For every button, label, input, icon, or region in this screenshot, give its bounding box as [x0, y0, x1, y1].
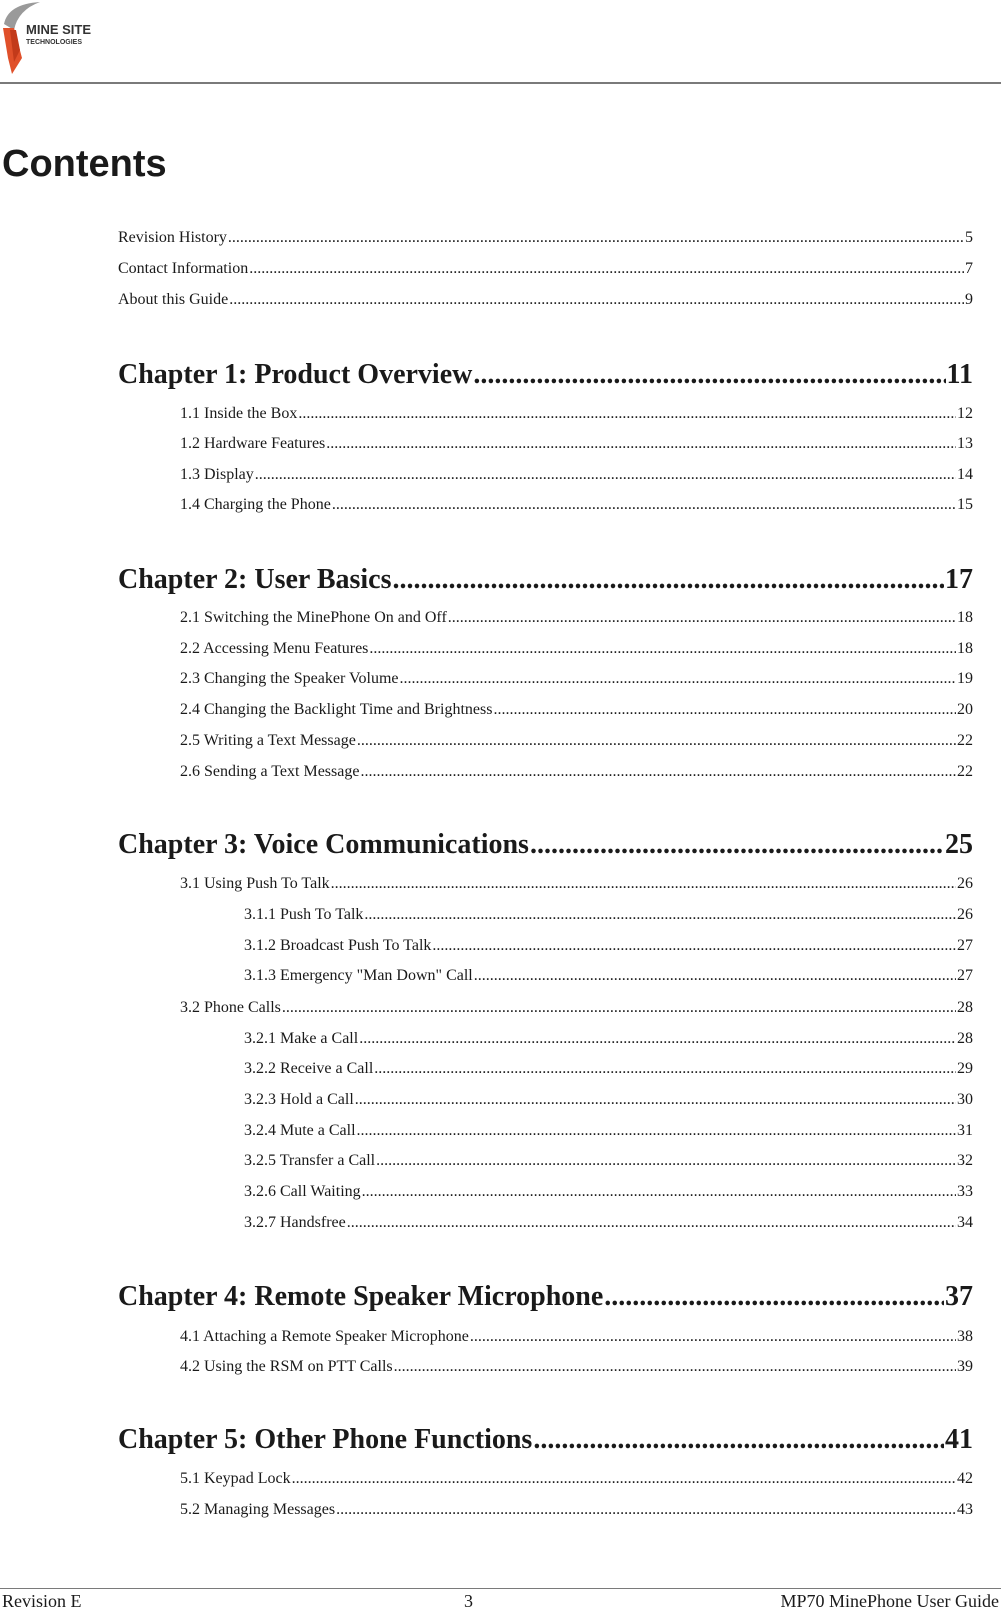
toc-leader-dots [364, 905, 956, 925]
toc-entry-page: 31 [957, 1122, 973, 1139]
toc-leader-dots [249, 259, 964, 279]
toc-entry[interactable] [244, 1029, 973, 1049]
toc-entry[interactable] [244, 1059, 973, 1079]
toc-entry-title: About this Guide [118, 291, 229, 308]
toc-entry-title: 5.1 Keypad Lock [180, 1470, 291, 1487]
toc-entry-page: 13 [957, 435, 973, 452]
toc-entry-page: 12 [957, 405, 973, 422]
toc-entry-title: 3.2.1 Make a Call [244, 1030, 359, 1047]
toc-entry-title: 2.4 Changing the Backlight Time and Brightness [180, 701, 493, 718]
toc-entry-title: 4.1 Attaching a Remote Speaker Microphone [180, 1328, 469, 1345]
toc-leader-dots [255, 465, 956, 485]
toc-entry-title: 3.2.5 Transfer a Call [244, 1152, 376, 1169]
toc-entry-title: Revision History [118, 229, 227, 246]
toc-entry-title: Chapter 2: User Basics [118, 564, 392, 595]
toc-entry-page: 17 [945, 564, 973, 595]
toc-leader-dots [347, 1213, 956, 1233]
toc-leader-dots [362, 1182, 956, 1202]
toc-entry[interactable] [180, 1357, 973, 1377]
toc-entry-title: Chapter 1: Product Overview [118, 359, 473, 390]
toc-entry-page: 14 [957, 466, 973, 483]
toc-entry-page: 39 [957, 1358, 973, 1375]
toc-entry-page: 15 [957, 496, 973, 513]
toc-entry-title: 2.3 Changing the Speaker Volume [180, 670, 399, 687]
toc-entry-title: 3.2.7 Handsfree [244, 1214, 346, 1231]
toc-leader-dots [336, 1500, 956, 1520]
toc-entry-title: 2.5 Writing a Text Message [180, 732, 356, 749]
toc-entry[interactable] [180, 639, 973, 659]
toc-entry-page: 37 [945, 1281, 973, 1312]
toc-leader-dots [473, 358, 945, 392]
toc-entry-page: 25 [945, 829, 973, 860]
toc-entry-title: 3.2.2 Receive a Call [244, 1060, 374, 1077]
toc-entry-page: 9 [965, 291, 973, 308]
toc-leader-dots [470, 1327, 956, 1347]
toc-entry-title: 3.1.1 Push To Talk [244, 906, 364, 923]
toc-entry[interactable] [180, 608, 973, 628]
toc-entry[interactable] [244, 1151, 973, 1171]
toc-entry-page: 26 [957, 875, 973, 892]
toc-chapter-entry[interactable] [118, 828, 973, 862]
toc-entry-title: 2.6 Sending a Text Message [180, 763, 360, 780]
toc-leader-dots [228, 228, 964, 248]
header-divider [0, 82, 1001, 84]
toc-leader-dots [376, 1151, 956, 1171]
toc-entry[interactable] [180, 1500, 973, 1520]
toc-entry[interactable] [180, 700, 973, 720]
toc-entry-page: 33 [957, 1183, 973, 1200]
toc-entry-page: 22 [957, 732, 973, 749]
footer-revision: Revision E [2, 1591, 82, 1611]
toc-leader-dots [448, 608, 956, 628]
toc-entry-page: 18 [957, 640, 973, 657]
toc-entry-title: 3.2.6 Call Waiting [244, 1183, 361, 1200]
toc-entry[interactable] [118, 228, 973, 248]
toc-entry-page: 19 [957, 670, 973, 687]
toc-leader-dots [533, 1423, 944, 1457]
toc-entry-page: 32 [957, 1152, 973, 1169]
toc-entry-title: Contact Information [118, 260, 249, 277]
logo-text-line1: MINE SITE [26, 22, 92, 37]
toc-entry-title: Chapter 4: Remote Speaker Microphone [118, 1281, 604, 1312]
toc-entry-page: 7 [965, 260, 973, 277]
toc-entry[interactable] [180, 731, 973, 751]
toc-entry-page: 27 [957, 937, 973, 954]
toc-entry-page: 34 [957, 1214, 973, 1231]
toc-leader-dots [400, 669, 957, 689]
toc-leader-dots [359, 1029, 956, 1049]
toc-leader-dots [530, 828, 944, 862]
toc-entry[interactable] [180, 1327, 973, 1347]
toc-entry-page: 42 [957, 1470, 973, 1487]
toc-leader-dots [331, 874, 956, 894]
toc-entry-page: 5 [965, 229, 973, 246]
footer-page-number: 3 [464, 1591, 473, 1611]
toc-entry-title: 2.1 Switching the MinePhone On and Off [180, 609, 447, 626]
toc-entry[interactable] [180, 465, 973, 485]
toc-leader-dots [474, 966, 956, 986]
toc-entry-page: 29 [957, 1060, 973, 1077]
toc-leader-dots [604, 1280, 944, 1314]
toc-entry[interactable] [180, 404, 973, 424]
toc-leader-dots [298, 404, 956, 424]
toc-entry[interactable] [118, 259, 973, 279]
toc-entry[interactable] [180, 495, 973, 515]
toc-entry[interactable] [180, 1469, 973, 1489]
toc-leader-dots [432, 936, 956, 956]
toc-entry-page: 26 [957, 906, 973, 923]
toc-entry-title: 1.3 Display [180, 466, 254, 483]
toc-entry-page: 30 [957, 1091, 973, 1108]
toc-leader-dots [229, 290, 964, 310]
toc-entry-page: 43 [957, 1501, 973, 1518]
toc-leader-dots [332, 495, 956, 515]
logo-text-line2: TECHNOLOGIES [26, 39, 83, 46]
toc-entry-page: 18 [957, 609, 973, 626]
toc-entry[interactable] [244, 966, 973, 986]
toc-leader-dots [355, 1090, 956, 1110]
toc-entry-page: 27 [957, 967, 973, 984]
toc-entry-page: 28 [957, 999, 973, 1016]
toc-entry-title: Chapter 5: Other Phone Functions [118, 1424, 533, 1455]
toc-entry-title: 3.2.4 Mute a Call [244, 1122, 356, 1139]
toc-entry[interactable] [244, 936, 973, 956]
toc-chapter-entry[interactable] [118, 1280, 973, 1314]
toc-chapter-entry[interactable] [118, 1423, 973, 1457]
toc-entry[interactable] [244, 1090, 973, 1110]
toc-leader-dots [282, 998, 956, 1018]
toc-leader-dots [292, 1469, 956, 1489]
toc-entry[interactable] [180, 762, 973, 782]
toc-entry[interactable] [244, 1182, 973, 1202]
toc-leader-dots [357, 1121, 956, 1141]
page-title: Contents [2, 143, 167, 185]
toc-entry-title: 3.1 Using Push To Talk [180, 875, 330, 892]
toc-entry[interactable] [244, 905, 973, 925]
toc-leader-dots [393, 563, 944, 597]
toc-entry-title: Chapter 3: Voice Communications [118, 829, 529, 860]
toc-entry-page: 28 [957, 1030, 973, 1047]
toc-entry-title: 3.2.3 Hold a Call [244, 1091, 354, 1108]
toc-entry-page: 38 [957, 1328, 973, 1345]
toc-entry-page: 22 [957, 763, 973, 780]
toc-leader-dots [394, 1357, 956, 1377]
footer-document-title: MP70 MinePhone User Guide [780, 1591, 999, 1611]
toc-chapter-entry[interactable] [118, 563, 973, 597]
mine-site-technologies-logo [0, 0, 100, 78]
toc-entry[interactable] [244, 1213, 973, 1233]
toc-leader-dots [374, 1059, 956, 1079]
footer-divider [0, 1588, 1001, 1589]
toc-leader-dots [326, 434, 956, 454]
toc-chapter-entry[interactable] [118, 358, 973, 392]
toc-entry-page: 41 [945, 1424, 973, 1455]
toc-entry-title: 1.2 Hardware Features [180, 435, 326, 452]
toc-entry-title: 3.1.3 Emergency "Man Down" Call [244, 967, 473, 984]
toc-entry-title: 2.2 Accessing Menu Features [180, 640, 369, 657]
toc-entry-page: 11 [946, 359, 973, 390]
toc-leader-dots [369, 639, 956, 659]
toc-leader-dots [493, 700, 956, 720]
toc-entry[interactable] [180, 669, 973, 689]
toc-entry[interactable] [180, 434, 973, 454]
toc-entry-title: 3.1.2 Broadcast Push To Talk [244, 937, 432, 954]
toc-leader-dots [360, 762, 956, 782]
toc-entry[interactable] [244, 1121, 973, 1141]
toc-entry-title: 5.2 Managing Messages [180, 1501, 336, 1518]
toc-entry[interactable] [118, 290, 973, 310]
toc-entry[interactable] [180, 874, 973, 894]
toc-entry-title: 1.4 Charging the Phone [180, 496, 331, 513]
toc-entry-title: 3.2 Phone Calls [180, 999, 281, 1016]
toc-leader-dots [357, 731, 956, 751]
toc-entry[interactable] [180, 998, 973, 1018]
toc-entry-page: 20 [957, 701, 973, 718]
toc-entry-title: 4.2 Using the RSM on PTT Calls [180, 1358, 393, 1375]
toc-entry-title: 1.1 Inside the Box [180, 405, 298, 422]
